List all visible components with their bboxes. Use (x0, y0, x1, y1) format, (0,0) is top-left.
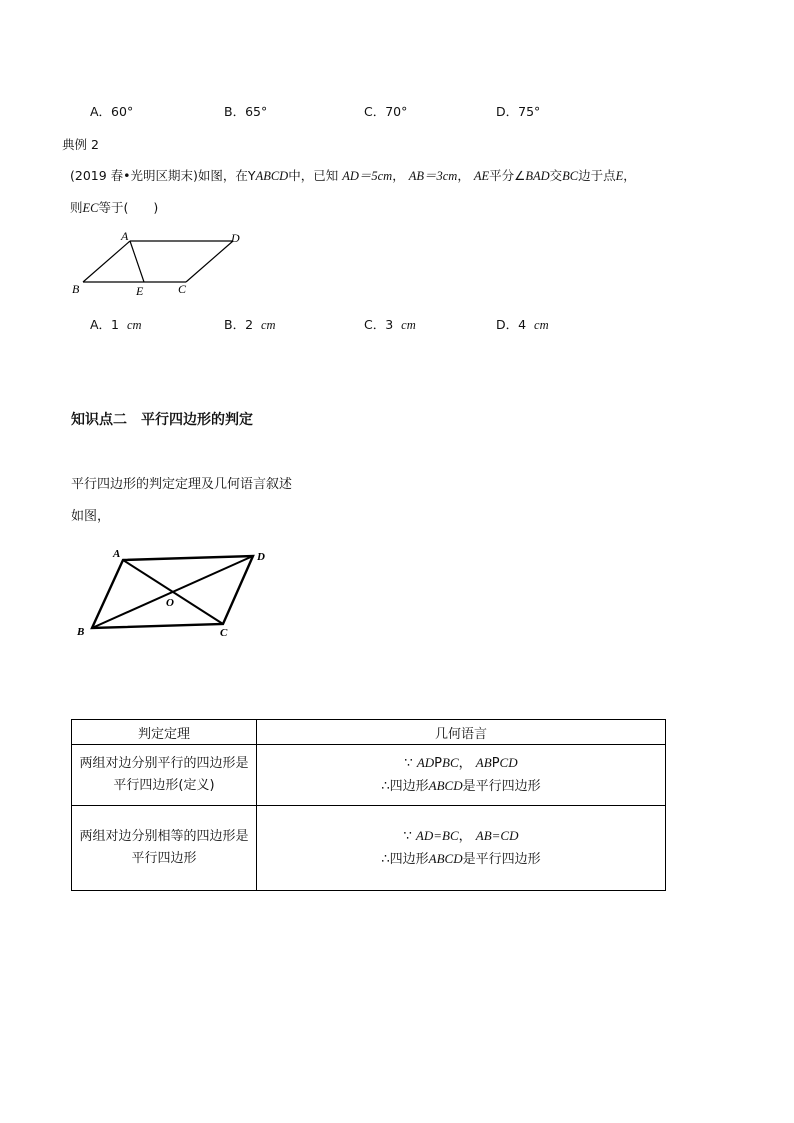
option-unit: cm (401, 318, 416, 332)
q-text: 中，已知 (288, 168, 339, 183)
q-sep: ， (392, 168, 405, 183)
conclusion-text: 是平行四边形 (462, 779, 541, 794)
option-label: B．2 (224, 317, 254, 332)
q-abcd: ABCD (255, 169, 289, 183)
language-line (257, 775, 665, 798)
q1-option-d[interactable]: D．75° (496, 104, 541, 119)
option-label: A．1 (90, 317, 120, 332)
table-row (72, 745, 666, 806)
because-symbol: ∵ (404, 756, 413, 771)
option-label: D．4 (496, 317, 527, 332)
side-ab (83, 241, 130, 282)
q-text: ， (623, 168, 636, 183)
sep: ， (458, 756, 472, 771)
section-intro: 平行四边形的判定定理及几何语言叙述 (71, 477, 293, 492)
option-unit: cm (126, 318, 142, 332)
parallel-symbol: P (434, 756, 443, 771)
section-heading: 知识点二 平行四边形的判定 (71, 412, 253, 428)
quad-name: ABCD (428, 778, 463, 793)
theorem-line: 两组对边分别相等的四边形是 (79, 829, 249, 844)
example-option-c[interactable] (364, 315, 416, 333)
theorem-line: 两组对边分别平行的四边形是 (79, 756, 249, 771)
language-line (257, 825, 665, 848)
q-bc: BC (562, 169, 579, 183)
judgement-table (71, 719, 666, 891)
example-option-b[interactable] (224, 315, 276, 333)
label-c: C (178, 282, 187, 296)
example-options (90, 315, 590, 333)
q-text: 交 (549, 168, 563, 183)
q-sep: ， (457, 168, 470, 183)
segment: AB (475, 755, 492, 770)
label-a: A (113, 548, 121, 560)
q-text: 平分∠ (489, 168, 526, 183)
conclusion-text: 是平行四边形 (462, 852, 541, 867)
segment: AD (416, 755, 435, 770)
label-c: C (220, 627, 228, 639)
q-text: 边于点 (578, 168, 616, 183)
theorem-line: 平行四边形(定义) (113, 778, 215, 793)
language-cell (257, 745, 666, 806)
example-question-line2 (70, 198, 158, 216)
q1-options (90, 102, 590, 120)
label-d: D (257, 551, 265, 563)
label-e: E (136, 284, 144, 298)
language-line (257, 848, 665, 871)
label-b: B (77, 626, 85, 638)
label-o: O (166, 597, 174, 609)
equation: AD=BC (415, 828, 459, 843)
header-theorem: 判定定理 (72, 720, 257, 745)
section-as-shown: 如图， (71, 509, 111, 524)
q-bad: BAD (525, 169, 550, 183)
q1-option-b[interactable]: B．65° (224, 104, 268, 119)
option-unit: cm (534, 318, 549, 332)
segment: BC (442, 755, 459, 770)
figure-parallelogram-diagonals (70, 544, 280, 644)
therefore-text: ∴四边形 (381, 779, 429, 794)
language-line (257, 752, 665, 775)
figure-parallelogram-ae (60, 224, 260, 304)
q-text: 则 (70, 200, 83, 215)
q1-option-c[interactable]: C．70° (364, 104, 408, 119)
segment-ae (130, 241, 144, 282)
theorem-cell (72, 806, 257, 891)
example-title: 典例 2 (62, 137, 99, 152)
option-label: C．3 (364, 317, 394, 332)
label-d: D (231, 231, 240, 245)
diagonal-bd (92, 556, 253, 628)
q-ae: AE (473, 169, 490, 183)
label-a: A (121, 229, 129, 243)
side-dc (186, 241, 233, 282)
table-row (72, 806, 666, 891)
parallel-symbol: P (491, 756, 500, 771)
therefore-text: ∴四边形 (381, 852, 429, 867)
example-option-d[interactable] (496, 315, 549, 333)
table-header-row (72, 720, 666, 745)
q-e: E (615, 169, 624, 183)
option-unit: cm (260, 318, 276, 332)
language-cell (257, 806, 666, 891)
sep: ， (458, 829, 472, 844)
q-ad: AD＝5cm (342, 169, 393, 183)
equation: AB=CD (475, 828, 519, 843)
q-ab: AB＝3cm (408, 169, 458, 183)
parallelogram-symbol: Y (247, 168, 256, 183)
label-b: B (72, 282, 80, 296)
example-question-line1 (70, 166, 636, 184)
q-ec: EC (82, 201, 99, 215)
theorem-line: 平行四边形 (131, 851, 197, 866)
example-option-a[interactable] (90, 315, 142, 333)
q-prefix: (2019 春•光明区期末)如图，在 (70, 168, 248, 183)
quad-name: ABCD (428, 851, 463, 866)
q1-option-a[interactable]: A．60° (90, 104, 134, 119)
segment: CD (499, 755, 518, 770)
q-text: 等于( ) (98, 200, 159, 215)
theorem-cell (72, 745, 257, 806)
header-geometry-language: 几何语言 (257, 720, 666, 745)
because-symbol: ∵ (403, 829, 412, 844)
